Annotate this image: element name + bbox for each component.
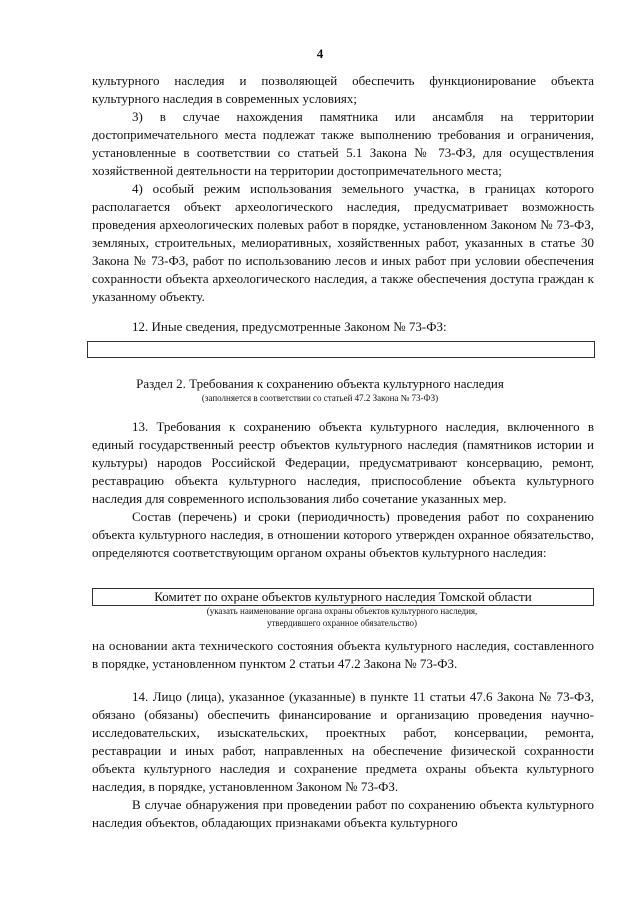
paragraph-item-13: 13. Требования к сохранению объекта культурного наследия, включенного в единый государственный реестр объектов культурного наследия (памятников истории и культуры) народов Российской Федерации, предусматривают консервацию, ремонт, реставрацию объекта культурного наследия, приспособление объекта культурного наследия для современного использования либо сочетание указанных мер. <box>92 419 594 506</box>
page-number: 4 <box>316 46 324 61</box>
item-12-block <box>92 318 594 336</box>
text-block-13 <box>92 418 594 562</box>
section-2-note: (заполняется в соответствии со статьей 47.2 Закона № 73-ФЗ) <box>201 393 439 403</box>
paragraph-item-14: 14. Лицо (лица), указанное (указанные) в пункте 11 статьи 47.6 Закона № 73-ФЗ, обязано (обязаны) обеспечить финансирование и организацию проведения научно-исследовательских, изыскательских, проектных работ, консервации, ремонта, реставрации и иных работ, направленных на обеспечение физической сохранности объекта культурного наследия и сохранение предмета охраны объекта культурного наследия, в порядке, установленном Законом № 73-ФЗ. <box>92 689 594 794</box>
item-12-label: 12. Иные сведения, предусмотренные Законом № 73-ФЗ: <box>132 319 447 334</box>
paragraph-discovery: В случае обнаружения при проведении работ по сохранению объекта культурного наследия объектов, обладающих признаками объекта культурного <box>92 797 594 830</box>
authority-name-box: Комитет по охране объектов культурного наследия Томской области <box>92 588 594 606</box>
paragraph-basis: на основании акта технического состояния объекта культурного наследия, составленного в порядке, установленном пунктом 2 статьи 47.2 Закона № 73-ФЗ. <box>92 638 594 671</box>
text-block-14 <box>92 688 594 832</box>
paragraph-works-composition: Состав (перечень) и сроки (периодичность) проведения работ по сохранению объекта культурного наследия, в отношении которого утвержден охранное обязательство, определяются соответствующим органом охраны объектов культурного наследия: <box>92 509 594 560</box>
authority-note <box>92 605 592 629</box>
section-2-title: Раздел 2. Требования к сохранению объекта культурного наследия <box>136 376 504 391</box>
basis-block <box>92 637 594 673</box>
text-block-conditions <box>92 72 594 306</box>
paragraph-item-3: 3) в случае нахождения памятника или ансамбля на территории достопримечательного места подлежат также выполнению требования и ограничения, установленные в соответствии со статьей 5.1 Закона № 73-ФЗ, для осуществления хозяйственной деятельности на территории достопримечательного места; <box>92 109 594 178</box>
paragraph-cultural-heritage-end: культурного наследия и позволяющей обеспечить функционирование объекта культурного наследия в современных условиях; <box>92 73 594 106</box>
authority-note-line-1: (указать наименование органа охраны объектов культурного наследия, <box>206 606 478 616</box>
item-12-input-box <box>87 341 595 358</box>
authority-note-line-2: утвердившего охранное обязательство) <box>267 618 417 628</box>
paragraph-item-4: 4) особый режим использования земельного участка, в границах которого располагается объект археологического наследия, предусматривает возможность проведения археологических полевых работ в порядке, установленном Законом № 73-ФЗ, земляных, строительных, мелиоративных, хозяйственных работ, указанных в статье 30 Закона № 73-ФЗ, работ по использованию лесов и иных работ при условии обеспечения сохранности объекта археологического наследия, а также обеспечения доступа граждан к указанному объекту. <box>92 181 594 304</box>
